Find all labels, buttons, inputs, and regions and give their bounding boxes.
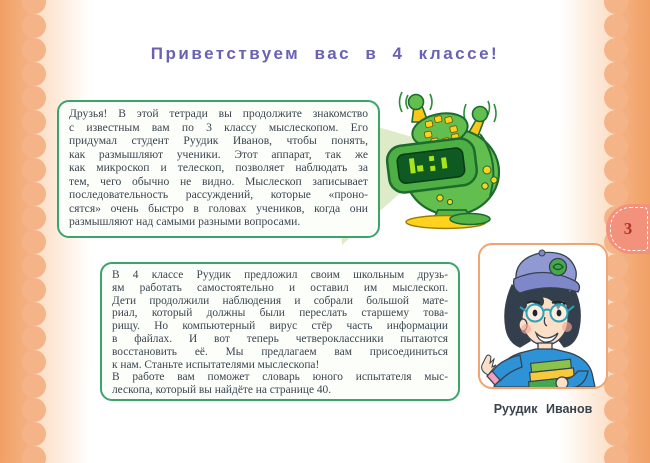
text-line: риал, который должны были переслать старшему това-	[112, 307, 448, 320]
ruudik-ivanov-illustration	[480, 245, 606, 387]
text-line: в файлах. И вот теперь четвероклассники пытаются	[112, 332, 448, 345]
character-caption: Руудик Иванов	[493, 402, 593, 416]
text-line: В 4 классе Руудик предложил своим школьным друзь-	[112, 269, 448, 281]
intro-text-box	[57, 100, 380, 238]
task-text-box	[100, 262, 460, 401]
text-line: Дети продолжили наблюдения и собрали большой мате-	[112, 294, 448, 307]
text-line: с известным вам по 3 классу мыслескопом. Его	[69, 120, 368, 134]
text-line: В работе вам поможет словарь юного испытателя мыс-	[112, 371, 448, 384]
character-portrait-frame	[478, 243, 608, 389]
page-number-tab	[606, 204, 650, 254]
text-line: последовательность рассуждений, которые «проно-	[69, 188, 368, 201]
text-line: восстановить её. Мы предлагаем вам присоединиться	[112, 345, 448, 358]
text-line: размышляют над самыми разными вопросами.	[69, 215, 301, 228]
text-line: придумал студент Руудик Иванов, чтобы понять,	[69, 134, 368, 147]
text-line: как размышляют ученики. Этот аппарат, так же	[69, 147, 368, 161]
myslescope-robot-icon	[384, 90, 516, 230]
page-number: 3	[623, 219, 633, 238]
page-title: Приветствуем вас в 4 классе!	[150, 44, 500, 63]
text-line: лескопа, который вы найдёте на странице 40.	[112, 384, 332, 397]
text-line: ям работать самостоятельно и оставил им мыслескоп.	[112, 281, 448, 294]
text-line: как микроскоп и телескоп, позволяет наблюдать за	[69, 161, 368, 174]
text-line: к нам. Станьте испытателями мыслескопа!	[112, 358, 320, 371]
text-line: Друзья! В этой тетради вы продолжите знакомство	[69, 107, 368, 120]
text-line: рищу. Но компьютерный вирус стёр часть информации	[112, 320, 448, 333]
text-line: тем, чего обычно не видно. Мыслескоп записывает	[69, 174, 368, 188]
robot-screen	[385, 137, 478, 194]
text-line: сятся» очень быстро в головах учеников, когда они	[69, 201, 368, 215]
